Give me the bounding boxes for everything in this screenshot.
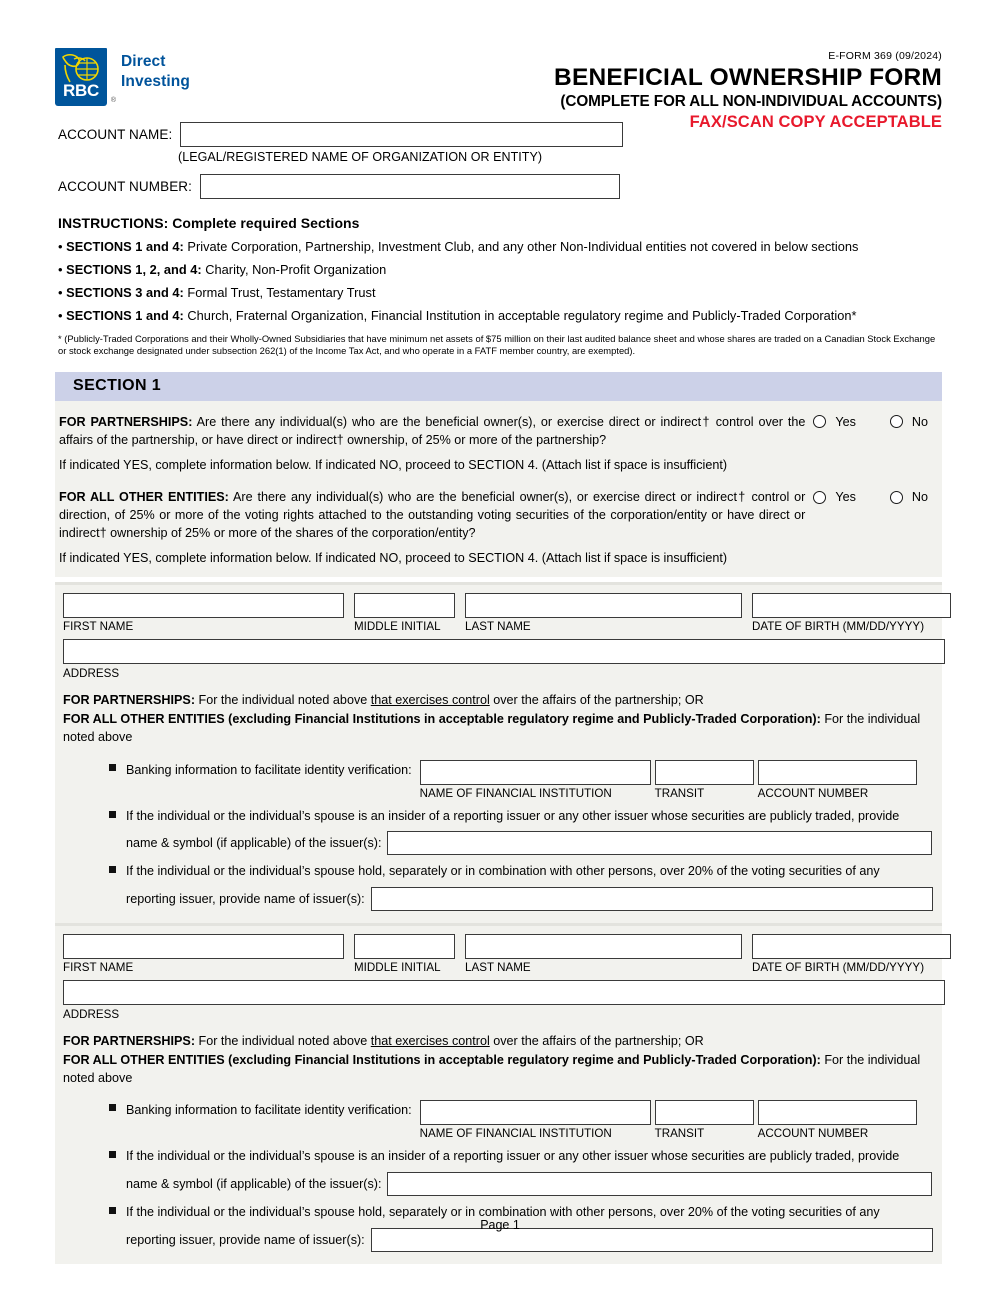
declaration-partnerships-prefix: FOR PARTNERSHIPS:	[63, 693, 196, 708]
declaration-other-prefix: FOR ALL OTHER ENTITIES (excluding Financial Institutions in acceptable regulatory regime and Publicly-Traded Corporation):	[63, 711, 821, 726]
partnerships-no-label: No	[911, 414, 928, 429]
instructions-footnote: * (Publicly-Traded Corporations and their Wholly-Owned Subsidiaries that have minimum net assets of $75 million on their last audited balance sheet and whose shares are traded on a Canadian Stock Exchange or stock exchange designated under subsection 262(1) of the Income Tax Act, and who operate in a FATF member country, are exempted).	[58, 333, 936, 357]
banking-fields-group	[412, 1100, 917, 1140]
banking-line	[126, 760, 917, 800]
address-field	[61, 633, 936, 682]
other-entities-no-label: No	[911, 490, 928, 505]
date-of-birth-field	[752, 593, 951, 633]
other-entities-followup-text: If indicated YES, complete information below. If indicated NO, proceed to SECTION 4. (Attach list if space is insufficient)	[59, 551, 728, 566]
banking-information-item	[63, 1100, 934, 1140]
declaration-underlined-phrase: that exercises control	[370, 693, 490, 708]
financial-institution-label: NAME OF FINANCIAL INSTITUTION	[419, 1127, 612, 1141]
insider-item	[63, 807, 934, 826]
bullet-icon: •	[58, 285, 63, 300]
instruction-item-sections: SECTIONS 3 and 4:	[66, 285, 184, 300]
section-1-label: SECTION 1	[73, 377, 162, 395]
bank-account-number-input[interactable]	[758, 760, 917, 785]
financial-institution-input[interactable]	[420, 760, 651, 785]
direct-investing-wordmark	[121, 48, 190, 92]
middle-initial-label: MIDDLE INITIAL	[354, 961, 441, 975]
rbc-direct-investing-logo	[55, 48, 190, 106]
banking-label: Banking information to facilitate identity verification:	[126, 1103, 412, 1118]
square-bullet-icon	[109, 1151, 116, 1158]
instruction-item-text: Charity, Non-Profit Organization	[201, 262, 387, 277]
instruction-item	[58, 285, 945, 300]
eform-number: E-FORM 369 (09/2024)	[828, 50, 942, 62]
bank-account-number-label: ACCOUNT NUMBER	[757, 1127, 869, 1141]
transit-label: TRANSIT	[654, 786, 705, 800]
declaration-text	[61, 682, 936, 746]
beneficial-owner-block	[55, 923, 942, 1264]
insider-issuer-input[interactable]	[387, 831, 932, 855]
first-name-field	[63, 934, 344, 974]
section-1-header	[55, 372, 942, 401]
insider-issuer-input[interactable]	[387, 1172, 932, 1196]
partnerships-no-option[interactable]	[890, 415, 928, 429]
first-name-field	[63, 593, 344, 633]
radio-icon[interactable]	[813, 491, 826, 504]
date-of-birth-field	[752, 934, 951, 974]
account-name-input[interactable]	[180, 122, 623, 147]
declaration-other-entities-line	[63, 1051, 934, 1088]
partnerships-yes-option[interactable]	[813, 415, 856, 429]
radio-icon[interactable]	[813, 415, 826, 428]
page-subtitle: (COMPLETE FOR ALL NON-INDIVIDUAL ACCOUNTS)	[560, 93, 942, 111]
other-entities-question-body: Are there any individual(s) who are the beneficial owner(s), or exercise direct or indirect† control or direction, of 25% or more of the voting rights attached to the outstanding voting securities of the corporation/entity or have direct or indirect† ownership of 25% or more of the shares of the corporation/entity?	[59, 490, 806, 541]
other-entities-question-prefix: FOR ALL OTHER ENTITIES:	[59, 490, 229, 505]
instruction-item-sections: SECTIONS 1, 2, and 4:	[66, 262, 202, 277]
date-of-birth-label: DATE OF BIRTH (MM/DD/YYYY)	[752, 961, 925, 975]
partnerships-question-prefix: FOR PARTNERSHIPS:	[59, 414, 193, 429]
declaration-underlined-phrase: that exercises control	[370, 1034, 490, 1049]
title-block	[554, 48, 942, 132]
account-number-input[interactable]	[200, 174, 620, 199]
insider-input-label: name & symbol (if applicable) of the issuer(s):	[126, 1177, 382, 1192]
account-number-label: ACCOUNT NUMBER:	[58, 179, 193, 194]
partnerships-question-row	[59, 413, 928, 449]
last-name-label: LAST NAME	[465, 620, 531, 634]
holding-text: If the individual or the individual’s spouse hold, separately or in combination with other persons, over 20% of the voting securities of any	[126, 864, 880, 879]
brand-line-2: Investing	[121, 72, 190, 90]
instruction-item-sections: SECTIONS 1 and 4:	[66, 308, 184, 323]
other-entities-yes-label: Yes	[835, 490, 856, 505]
brand-line-1: Direct	[121, 53, 166, 70]
section-1-questions	[55, 401, 942, 578]
beneficial-owner-block	[55, 582, 942, 923]
holding-issuer-input[interactable]	[371, 887, 933, 911]
middle-initial-label: MIDDLE INITIAL	[354, 620, 441, 634]
insider-input-row	[63, 1172, 934, 1196]
transit-label: TRANSIT	[654, 1127, 705, 1141]
declaration-partnerships-line	[63, 1032, 934, 1050]
bank-account-number-input[interactable]	[758, 1100, 917, 1125]
transit-input[interactable]	[655, 760, 754, 785]
instruction-item	[58, 262, 945, 277]
last-name-input[interactable]	[465, 934, 742, 959]
holding-text: If the individual or the individual’s spouse hold, separately or in combination with other persons, over 20% of the voting securities of any	[126, 1205, 880, 1220]
partnerships-yes-label: Yes	[835, 414, 856, 429]
declaration-partnerships-b: over the affairs of the partnership; OR	[489, 693, 704, 708]
bullet-icon: •	[58, 239, 63, 254]
other-entities-answer-options	[813, 488, 928, 504]
middle-initial-input[interactable]	[354, 593, 455, 618]
rbc-wordmark: RBC	[63, 81, 99, 100]
bullet-icon: •	[58, 262, 63, 277]
insider-item	[63, 1147, 934, 1166]
square-bullet-icon	[109, 1207, 116, 1214]
partnerships-followup-text: If indicated YES, complete information below. If indicated NO, proceed to SECTION 4. (Attach list if space is insufficient)	[59, 458, 728, 473]
middle-initial-field	[354, 593, 455, 633]
banking-inputs	[420, 760, 917, 785]
account-number-row	[58, 174, 945, 199]
bullet-icon: •	[58, 308, 63, 323]
address-input[interactable]	[63, 639, 945, 664]
address-field	[61, 974, 936, 1023]
instruction-item-text: Church, Fraternal Organization, Financial Institution in acceptable regulatory regime and Publicly-Traded Corporation*	[183, 308, 857, 323]
declaration-other-prefix: FOR ALL OTHER ENTITIES (excluding Financial Institutions in acceptable regulatory regime and Publicly-Traded Corporation):	[63, 1052, 821, 1067]
square-bullet-icon	[109, 1104, 116, 1111]
declaration-other-rest: For the individual noted above	[63, 711, 921, 745]
account-name-label: ACCOUNT NAME:	[58, 127, 173, 142]
instruction-item	[58, 308, 945, 323]
declaration-partnerships-a: For the individual noted above	[195, 693, 371, 708]
transit-input[interactable]	[655, 1100, 754, 1125]
declaration-other-rest: For the individual noted above	[63, 1052, 921, 1086]
instructions-title: INSTRUCTIONS: Complete required Sections	[58, 215, 360, 231]
insider-text: If the individual or the individual’s spouse is an insider of a reporting issuer or any other issuer whose securities are publicly traded, provide	[126, 1149, 900, 1164]
middle-initial-field	[354, 934, 455, 974]
first-name-input[interactable]	[63, 934, 344, 959]
declaration-text	[61, 1023, 936, 1087]
other-entities-question-row	[59, 488, 928, 542]
holding-input-label: reporting issuer, provide name of issuer(s):	[126, 892, 365, 907]
declaration-other-entities-line	[63, 710, 934, 747]
address-label: ADDRESS	[63, 667, 120, 681]
declaration-partnerships-prefix: FOR PARTNERSHIPS:	[63, 1034, 196, 1049]
insider-text: If the individual or the individual’s spouse is an insider of a reporting issuer or any other issuer whose securities are publicly traded, provide	[126, 808, 900, 823]
page-number: Page 1	[480, 1218, 520, 1232]
other-entities-yes-option[interactable]	[813, 490, 856, 504]
middle-initial-input[interactable]	[354, 934, 455, 959]
financial-institution-input[interactable]	[420, 1100, 651, 1125]
financial-institution-label: NAME OF FINANCIAL INSTITUTION	[419, 786, 612, 800]
page-header	[0, 0, 1000, 132]
declaration-bullets	[61, 747, 936, 912]
address-input[interactable]	[63, 980, 945, 1005]
rbc-shield-icon	[55, 48, 116, 106]
partnerships-question-text	[59, 413, 813, 449]
other-entities-question-text	[59, 488, 813, 542]
banking-information-item	[63, 760, 934, 800]
name-fields-row	[61, 934, 936, 974]
banking-sublabels	[420, 1125, 917, 1140]
instruction-item	[58, 239, 945, 254]
date-of-birth-input[interactable]	[752, 593, 951, 618]
last-name-field	[465, 593, 742, 633]
instruction-item-sections: SECTIONS 1 and 4:	[66, 239, 184, 254]
page-title: BENEFICIAL OWNERSHIP FORM	[554, 64, 942, 91]
radio-icon[interactable]	[890, 491, 903, 504]
date-of-birth-label: DATE OF BIRTH (MM/DD/YYYY)	[752, 620, 925, 634]
banking-line	[126, 1100, 917, 1140]
last-name-input[interactable]	[465, 593, 742, 618]
name-fields-row	[61, 593, 936, 633]
bank-account-number-label: ACCOUNT NUMBER	[757, 786, 869, 800]
radio-icon[interactable]	[890, 415, 903, 428]
first-name-label: FIRST NAME	[63, 961, 134, 975]
square-bullet-icon	[109, 866, 116, 873]
square-bullet-icon	[109, 811, 116, 818]
declaration-partnerships-b: over the affairs of the partnership; OR	[489, 1034, 704, 1049]
banking-label: Banking information to facilitate identity verification:	[126, 762, 412, 777]
insider-input-label: name & symbol (if applicable) of the issuer(s):	[126, 836, 382, 851]
partnerships-answer-options	[813, 413, 928, 429]
other-entities-no-option[interactable]	[890, 490, 928, 504]
date-of-birth-input[interactable]	[752, 934, 951, 959]
account-name-hint: (LEGAL/REGISTERED NAME OF ORGANIZATION OR ENTITY)	[178, 150, 543, 164]
fax-scan-notice: FAX/SCAN COPY ACCEPTABLE	[689, 113, 942, 132]
square-bullet-icon	[109, 764, 116, 771]
last-name-field	[465, 934, 742, 974]
declaration-partnerships-a: For the individual noted above	[195, 1034, 371, 1049]
address-label: ADDRESS	[63, 1008, 120, 1022]
page-footer	[0, 1218, 1000, 1232]
insider-input-row	[63, 831, 934, 855]
banking-inputs	[420, 1100, 917, 1125]
first-name-label: FIRST NAME	[63, 620, 134, 634]
holding-input-row	[63, 887, 934, 911]
partnerships-question-body: Are there any individual(s) who are the beneficial owner(s), or exercise direct or indirect† control over the affairs of the partnership, or have direct or indirect† ownership, of 25% or more of the partnership?	[59, 414, 806, 447]
holding-input-label: reporting issuer, provide name of issuer(s):	[126, 1233, 365, 1248]
first-name-input[interactable]	[63, 593, 344, 618]
instruction-item-text: Formal Trust, Testamentary Trust	[183, 285, 376, 300]
banking-sublabels	[420, 785, 917, 800]
banking-fields-group	[412, 760, 917, 800]
instructions-section	[0, 199, 1000, 358]
declaration-partnerships-line	[63, 691, 934, 709]
instruction-item-text: Private Corporation, Partnership, Investment Club, and any other Non-Individual entities not covered in below sections	[183, 239, 859, 254]
holding-item	[63, 862, 934, 881]
registered-trademark-icon: ®	[110, 97, 116, 104]
last-name-label: LAST NAME	[465, 961, 531, 975]
